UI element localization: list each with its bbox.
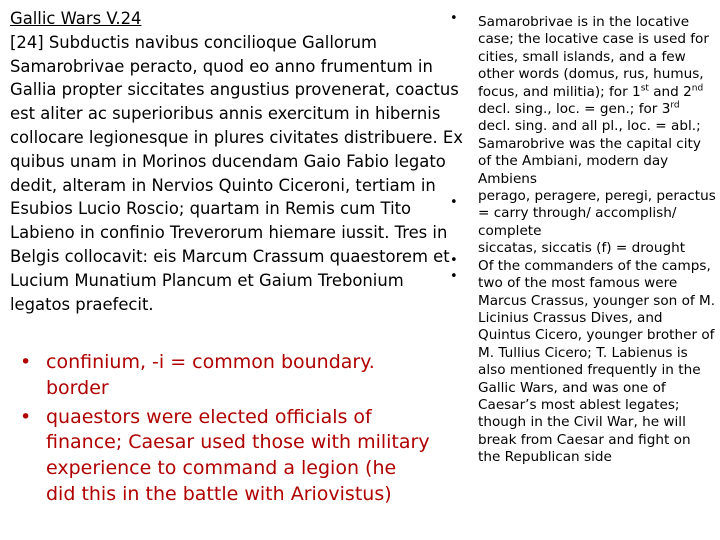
side-note-text: perago, peragere, peregi, peractus = carry through/ accomplish/ complete: [478, 188, 716, 239]
side-note-text: Samarobrivae is in the locative case; the locative case is used for cities, small islands, and a few other words (domus, rus, humus, focus, and militia); for 1st and 2nd decl. sing., loc. = gen.; for 3rd decl. sing. and all pl., loc. = abl.; Samarobrive was the capital city of the Ambiani, modern day Ambiens: [478, 14, 709, 187]
side-note: [460, 188, 716, 240]
bullet-marker: •: [450, 269, 458, 284]
bullet-marker: •: [20, 351, 32, 373]
bullet-marker: •: [20, 405, 32, 428]
passage-line: legatos praefecit.: [10, 294, 154, 314]
passage-line: dedit, alteram in Nervios Quinto Ciceroni, tertiam in: [10, 175, 436, 195]
vocab-note: [20, 350, 430, 402]
passage-title: Gallic Wars V.24: [10, 9, 142, 28]
passage-line: Lucium Munatium Plancum et Gaium Trebonium: [10, 270, 404, 290]
bullet-marker: •: [450, 253, 458, 268]
passage-line: est aliter ac superioribus annis exercitum in hibernis: [10, 104, 441, 124]
passage-line: Labieno in confinio Treverorum hiemare iussit. Tres in: [10, 223, 448, 243]
passage-line: [24] Subductis navibus concilioque Gallorum: [10, 32, 378, 52]
side-notes-list: [460, 14, 716, 467]
passage-line: quibus unam in Morinos ducendam Gaio Fabio legato: [10, 151, 446, 171]
latin-passage: [10, 7, 468, 316]
passage-line: Belgis collocavit: eis Marcum Crassum quaestorem et: [10, 246, 450, 266]
passage-line: collocare legionesque in plures civitates distribuere. Ex: [10, 127, 463, 147]
side-note-text: Of the commanders of the camps, two of the most famous were Marcus Crassus, younger son of M. Licinius Crassus Dives, and Quintus Cicero, younger brother of M. Tullius Cicero; T. Labienus is also mentioned frequently in the Gallic Wars, and was one of Caesar’s most ablest legates; though in the Civil War, he will break from Caesar and fight on the Republican side: [478, 257, 716, 466]
side-note: [460, 240, 716, 257]
passage-line: Samarobrivae peracto, quod eo anno frumentum in: [10, 56, 433, 76]
vocab-note-text: confinium, -i = common boundary. border: [46, 351, 375, 399]
passage-line: Gallia propter siccitates angustius provenerat, coactus: [10, 80, 459, 100]
vocab-note-text: quaestors were elected officials of finance; Caesar used those with military experience to command a legion (he did this in the battle with Ariovistus): [46, 405, 430, 505]
side-note: [460, 14, 716, 188]
passage-line: Esubios Lucio Roscio; quartam in Remis cum Tito: [10, 199, 412, 219]
side-note: [460, 258, 716, 467]
vocab-notes-list: [20, 350, 430, 511]
side-note-text: siccatas, siccatis (f) = drought: [478, 240, 686, 257]
bullet-marker: •: [450, 195, 458, 210]
bullet-marker: •: [450, 11, 458, 26]
vocab-note: [20, 405, 430, 508]
